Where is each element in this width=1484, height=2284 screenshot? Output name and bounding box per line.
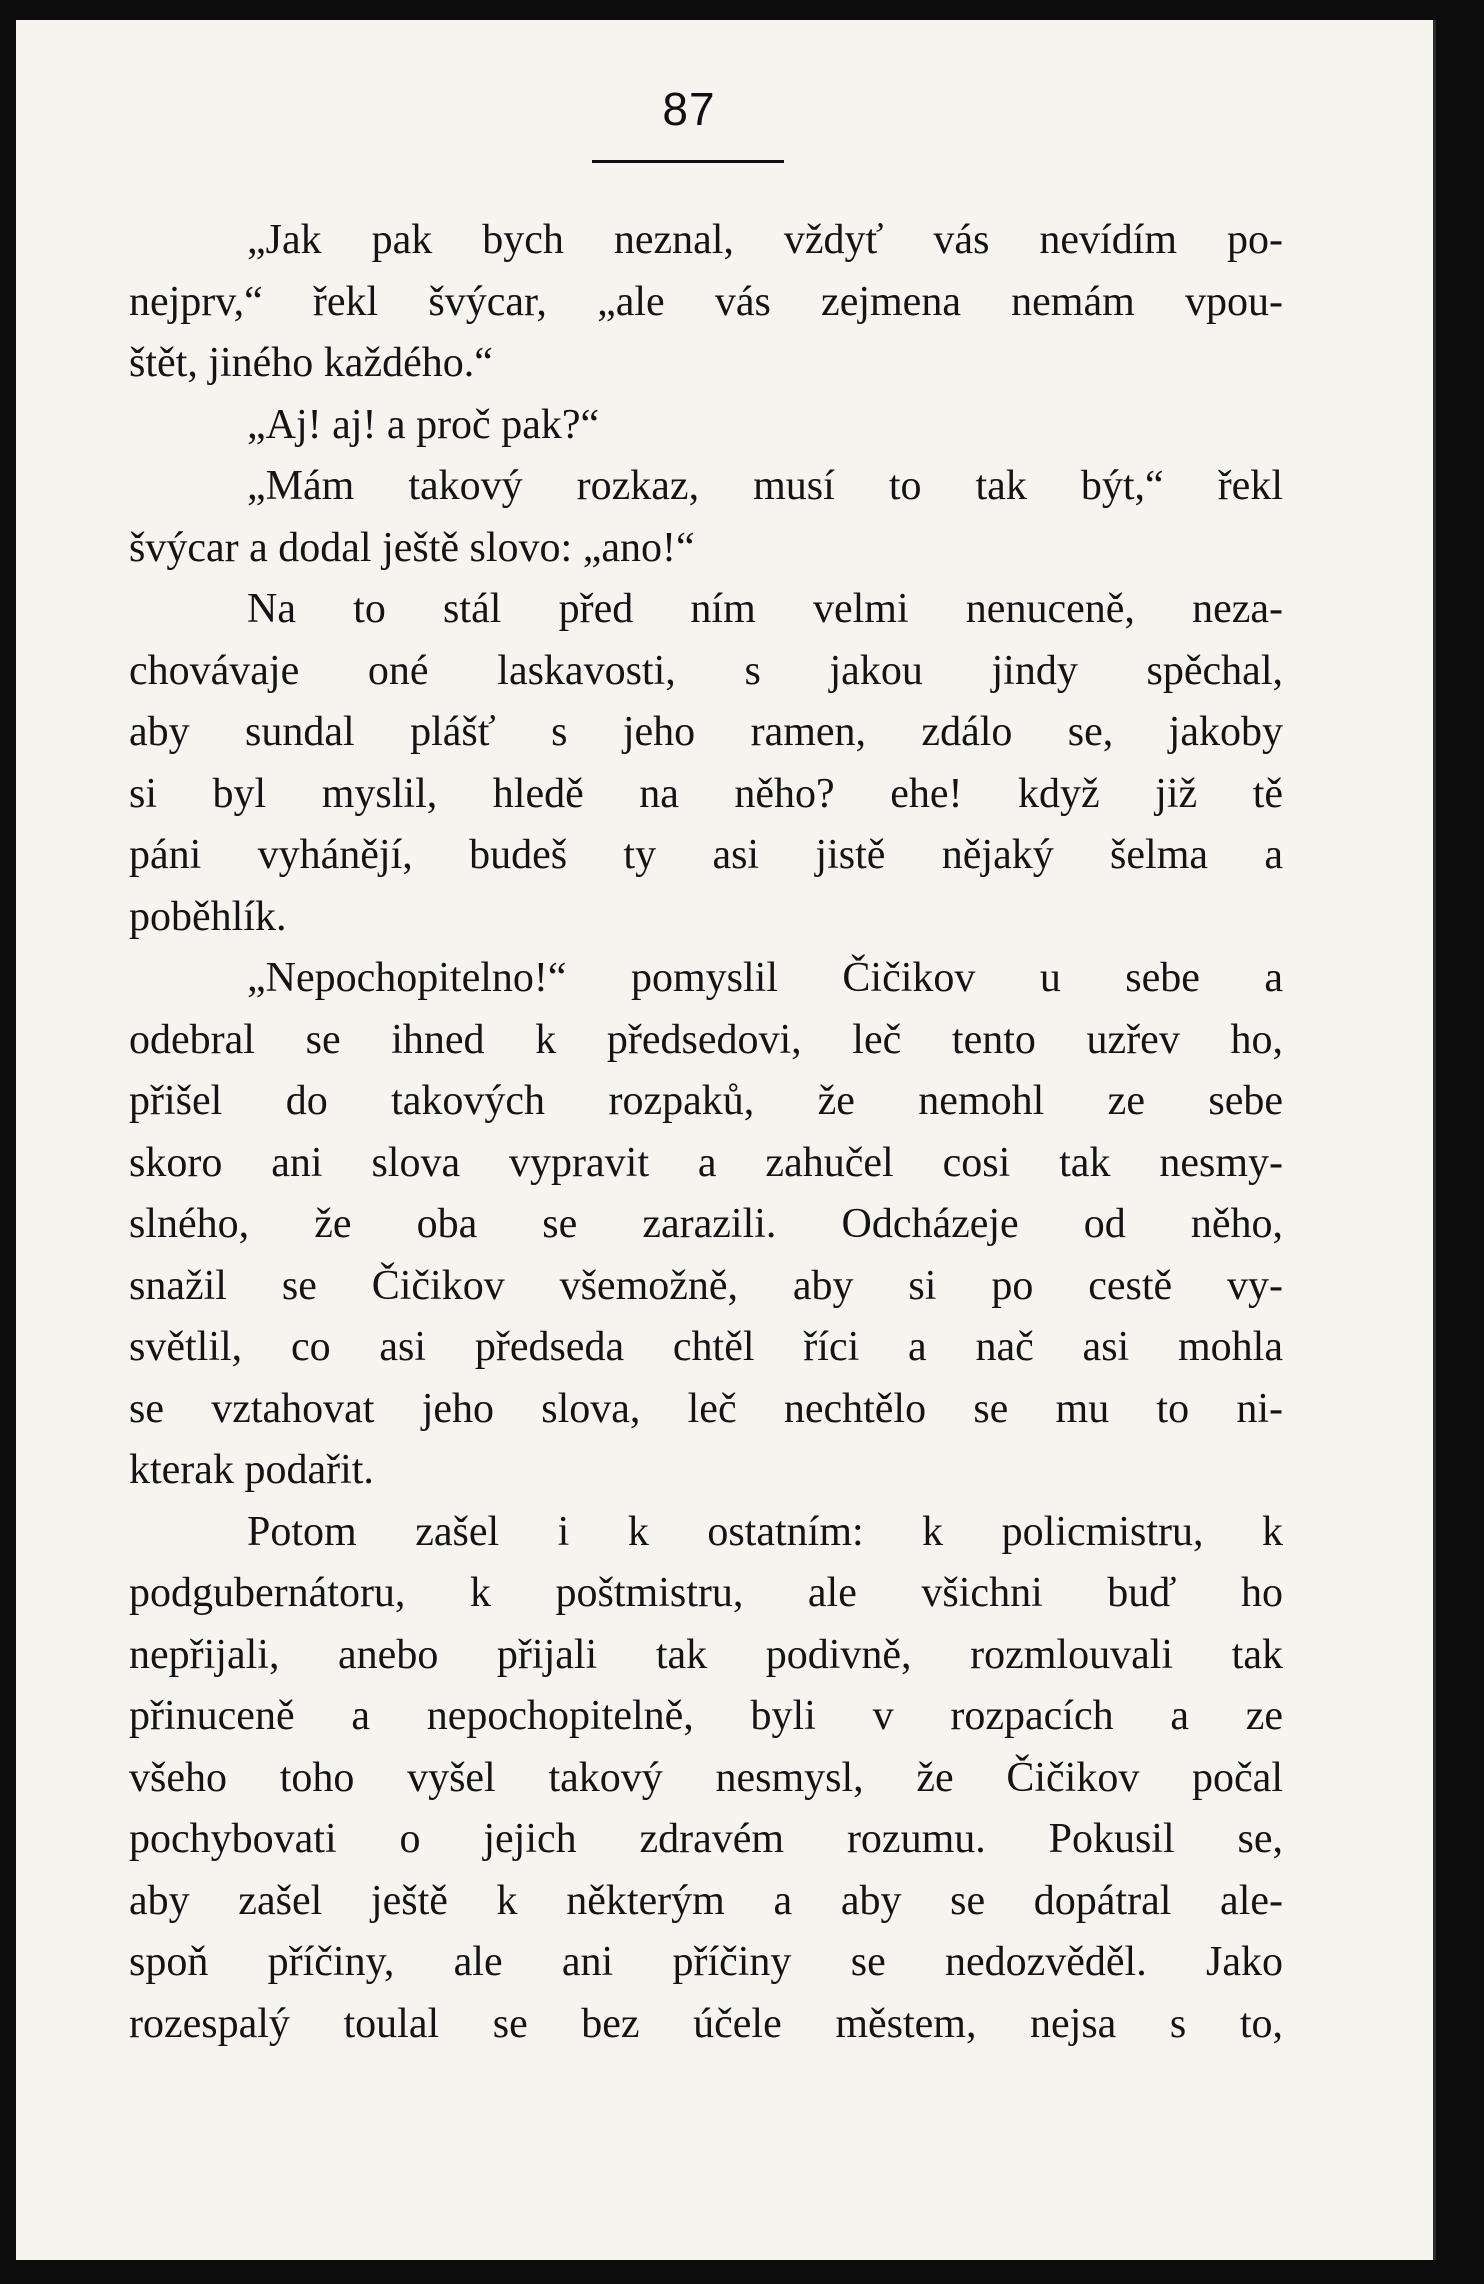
page-number: 87 (662, 83, 716, 135)
text-line: spoň příčiny, ale ani příčiny se nedozvěděl. Jako (129, 1939, 1283, 1985)
text-line: všeho toho vyšel takový nesmysl, že Čičikov počal (129, 1754, 1283, 1801)
text-line: se vztahovat jeho slova, leč nechtělo se mu to ni- (129, 1385, 1283, 1432)
text-line: nepřijali, anebo přijali tak podivně, rozmlouvali tak (129, 1631, 1283, 1678)
page-header (16, 82, 1433, 172)
text-line: aby sundal plášť s jeho ramen, zdálo se, jakoby (129, 709, 1283, 755)
text-line: štět, jiného každého.“ (129, 340, 493, 386)
text-line: chovávaje oné laskavosti, s jakou jindy spěchal, (129, 647, 1283, 694)
text-line: „Nepochopitelno!“ pomyslil Čičikov u sebe a (247, 955, 1283, 1001)
text-line: pochybovati o jejich zdravém rozumu. Pokusil se, (129, 1816, 1283, 1862)
text-line: odebral se ihned k předsedovi, leč tento uzřev ho, (129, 1016, 1283, 1063)
text-line: „Aj! aj! a proč pak?“ (247, 401, 600, 448)
text-line: „Mám takový rozkaz, musí to tak být,“ řekl (247, 463, 1283, 509)
text-line: poběhlík. (129, 893, 287, 940)
text-line: přišel do takových rozpaků, že nemohl ze sebe (129, 1078, 1283, 1124)
text-line: kterak podařit. (129, 1447, 374, 1493)
text-line: snažil se Čičikov všemožně, aby si po cestě vy- (129, 1262, 1283, 1309)
text-line: světlil, co asi předseda chtěl říci a nač asi mohla (129, 1324, 1283, 1370)
text-line: nejprv,“ řekl švýcar, „ale vás zejmena nemám vpou- (129, 278, 1283, 325)
text-line: si byl myslil, hledě na něho? ehe! když již tě (129, 770, 1283, 817)
text-line: „Jak pak bych neznal, vždyť vás nevídím po- (247, 217, 1283, 263)
text-line: rozespalý toulal se bez účele městem, nejsa s to, (129, 2000, 1283, 2047)
text-line: podgubernátoru, k poštmistru, ale všichni buď ho (129, 1570, 1283, 1616)
body-text (129, 210, 1283, 2055)
text-line: aby zašel ještě k některým a aby se dopátral ale- (129, 1877, 1283, 1924)
text-line: švýcar a dodal ještě slovo: „ano!“ (129, 524, 695, 571)
text-line: skoro ani slova vypravit a zahučel cosi tak nesmy- (129, 1139, 1283, 1186)
text-line: páni vyhánějí, budeš ty asi jistě nějaký šelma a (129, 832, 1283, 878)
book-page (16, 20, 1436, 2260)
header-rule (592, 160, 784, 163)
text-line: přinuceně a nepochopitelně, byli v rozpacích a ze (129, 1693, 1283, 1739)
text-line: Na to stál před ním velmi nenuceně, neza- (247, 586, 1283, 632)
text-line: slného, že oba se zarazili. Odcházeje od něho, (129, 1201, 1283, 1247)
text-line: Potom zašel i k ostatním: k policmistru, k (247, 1508, 1283, 1555)
